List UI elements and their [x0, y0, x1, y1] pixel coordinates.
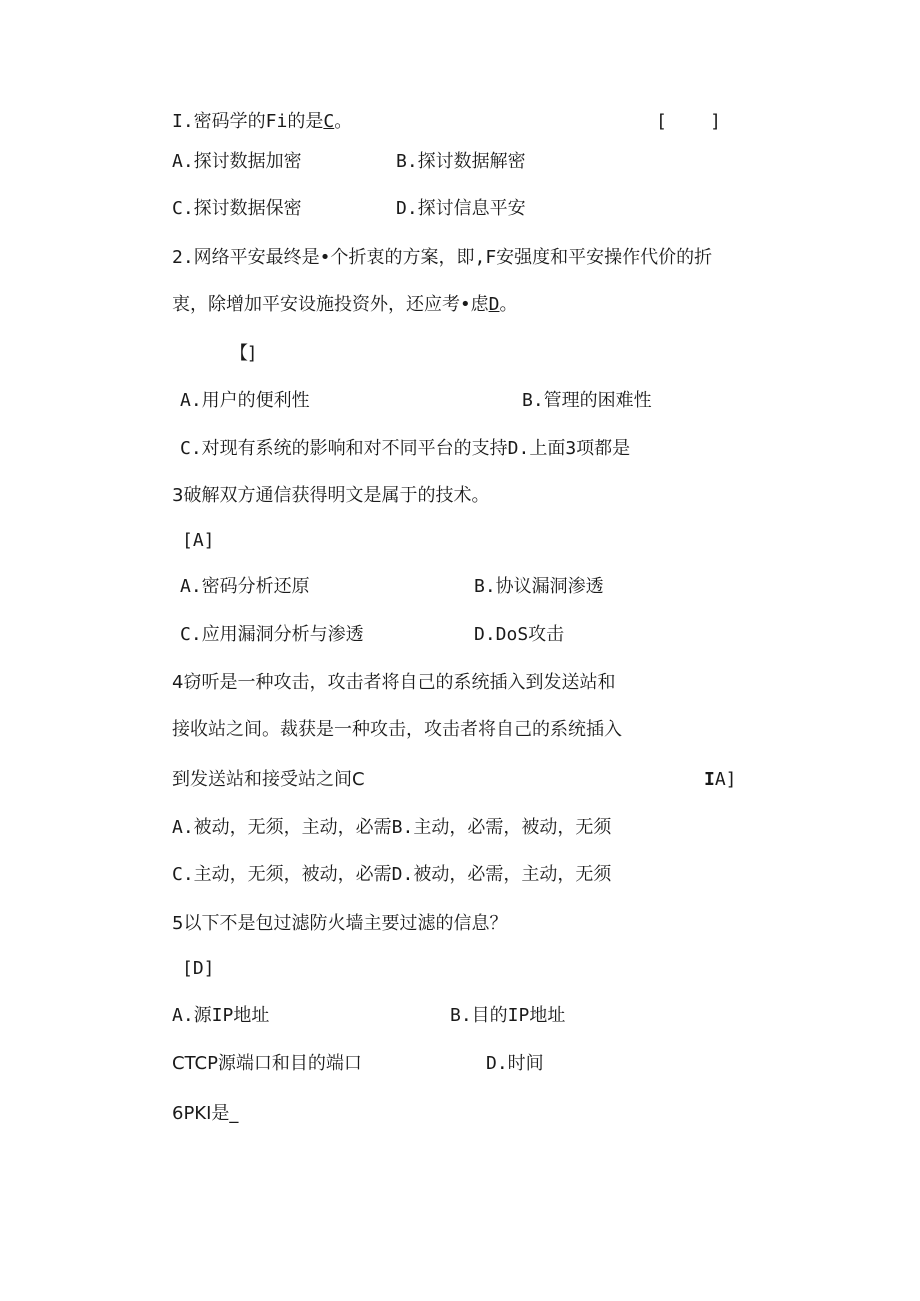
q5-option-a: A.源IP地址: [172, 1005, 270, 1026]
q1-stem-line: [172, 110, 352, 134]
q4-options-cd: C.主动，无须，被动，必需D.被动，必需，主动，无须: [172, 864, 612, 885]
q2-stem-line1: 2.网络平安最终是•个折衷的方案，即,F安强度和平安操作代价的折: [172, 247, 713, 268]
q3-option-d: D.DoS攻击: [474, 624, 565, 645]
q1-tail: 。: [334, 111, 353, 132]
q5-option-c: CTCP源端口和目的端口: [172, 1053, 362, 1074]
q1-option-c: C.探讨数据保密: [172, 198, 302, 219]
q1-option-b: B.探讨数据解密: [396, 151, 526, 172]
q2-answer: D: [488, 294, 500, 315]
q2-option-b: B.管理的困难性: [522, 390, 652, 411]
q3-option-b: B.协议漏洞渗透: [474, 576, 604, 597]
q3-stem: 3破解双方通信获得明文是属于的技术。: [172, 485, 490, 506]
q1-answer: C: [323, 111, 335, 132]
q5-stem: 5以下不是包过滤防火墙主要过滤的信息？: [172, 913, 508, 934]
q1-option-a: A.探讨数据加密: [172, 151, 302, 172]
q6-stem: 6PKI是_: [172, 1103, 239, 1124]
q1-answer-bracket: [ ]: [656, 111, 722, 132]
q2-stem-line2-wrap: [172, 293, 517, 317]
q2-stem-line2: 衷，除增加平安设施投资外，还应考•虑: [172, 294, 489, 315]
q5-answer-bracket: [D]: [182, 958, 215, 979]
q5-option-b: B.目的IP地址: [450, 1005, 566, 1026]
q4-stem-line1: 4窃听是一种攻击，攻击者将自己的系统插入到发送站和: [172, 672, 616, 693]
q4-stem-line3: 到发送站和接受站之间C: [172, 769, 365, 790]
q1-stem: I.密码学的Fi的是: [172, 111, 324, 132]
q4-answer-bracket-wrap: [704, 768, 737, 792]
q4-bracket-mark: I: [704, 769, 715, 790]
q4-answer-bracket: A]: [714, 769, 737, 790]
q2-option-cd: C.对现有系统的影响和对不同平台的支持D.上面3项都是: [180, 438, 631, 459]
q3-option-a: A.密码分析还原: [180, 576, 310, 597]
q4-options-ab: A.被动，无须，主动，必需B.主动，必需，被动，无须: [172, 817, 612, 838]
q2-answer-bracket: 【]: [230, 343, 256, 364]
q5-option-d: D.时间: [486, 1053, 544, 1074]
q4-stem-line2: 接收站之间。裁获是一种攻击，攻击者将自己的系统插入: [172, 719, 622, 740]
q3-answer-bracket: [A]: [182, 530, 215, 551]
q2-option-a: A.用户的便利性: [180, 390, 310, 411]
q2-tail: 。: [499, 294, 518, 315]
q3-option-c: C.应用漏洞分析与渗透: [180, 624, 364, 645]
q1-option-d: D.探讨信息平安: [396, 198, 526, 219]
